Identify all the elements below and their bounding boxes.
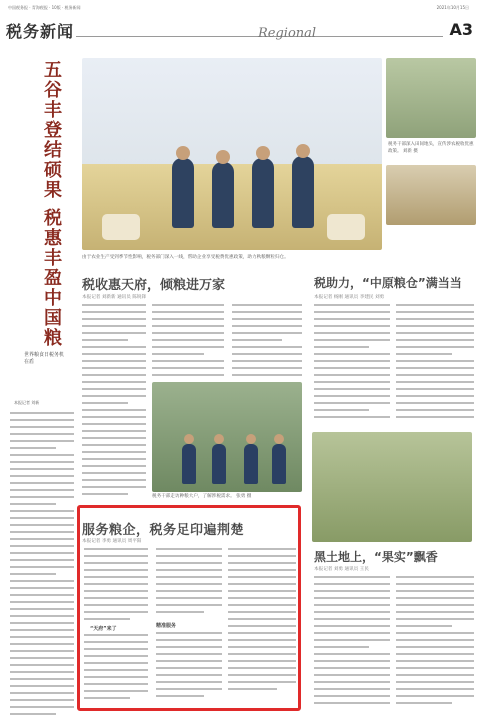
article-photo (152, 382, 302, 492)
headline-3: 服务粮企，税务足印遍荆楚 (82, 523, 245, 538)
headline-2: 税助力，“中原粮仓”满当当 (314, 276, 462, 290)
side-photo-2 (386, 165, 476, 225)
article-3-col-3 (228, 548, 296, 695)
side-photo (386, 58, 476, 138)
article-4-photo (312, 432, 472, 542)
article-4-meta: 本报记者 刘勇 通讯员 王民 (314, 567, 369, 572)
article-3-col-1b (84, 634, 148, 704)
article-photo-caption: 税务干部走访种粮大户，了解涉税需求。 张勇 摄 (152, 494, 252, 499)
headline-1: 税收惠天府，倾粮进万家 (82, 278, 226, 293)
masthead-date: 2021年10月15日 (436, 5, 469, 10)
article-3-subhead-2: 精准服务 (156, 623, 177, 629)
left-column-byline: 本报记者 刘新 (14, 400, 40, 405)
article-1-col-1 (82, 304, 146, 500)
left-column (8, 60, 74, 710)
article-2-meta: 本报记者 杨刚 通讯员 李建民 刘勇 (314, 295, 385, 300)
vertical-slogan: 五谷丰登结硕果 税惠丰盈中国粮 (41, 60, 62, 349)
article-4-col-1 (314, 576, 390, 709)
section-header (0, 14, 479, 44)
masthead-left: 中国税务报 · 青海税报 · 10版 · 税务新闻 (8, 5, 81, 10)
article-4-col-2 (396, 576, 474, 709)
section-title: 税务新闻 (6, 22, 75, 41)
article-1-meta: 本报记者 刘新新 通讯员 陈锐锋 (82, 295, 147, 300)
article-1-col-3 (232, 304, 302, 381)
article-3-subhead-1: “天府”来了 (90, 626, 117, 632)
article-2-col-2 (396, 304, 474, 423)
main-photo-caption: 由于农业生产受到季节性影响，税务部门深入一线，帮助企业享受税费优惠政策，助力秋粮颗粒归仓。 (82, 255, 289, 260)
article-3-meta: 本报记者 李勇 通讯员 周平阳 (82, 539, 142, 544)
main-photo (82, 58, 382, 250)
article-1-col-2 (152, 304, 224, 381)
side-photo-caption: 税务干部深入田间地头，宣传涉农税收优惠政策。 刘新 摄 (388, 142, 474, 154)
left-column-text (10, 412, 74, 718)
slogan-sub: 世界粮食日税务机在盾 (24, 352, 65, 365)
page-number: A3 (449, 20, 473, 39)
article-3-col-1 (84, 548, 148, 625)
article-2-col-1 (314, 304, 390, 423)
headline-4: 黑土地上，“果实”飘香 (314, 550, 438, 564)
article-3-col-2b (156, 632, 222, 702)
article-3-col-2 (156, 548, 222, 618)
section-regional-label: Regional (258, 26, 317, 41)
masthead (4, 3, 475, 13)
